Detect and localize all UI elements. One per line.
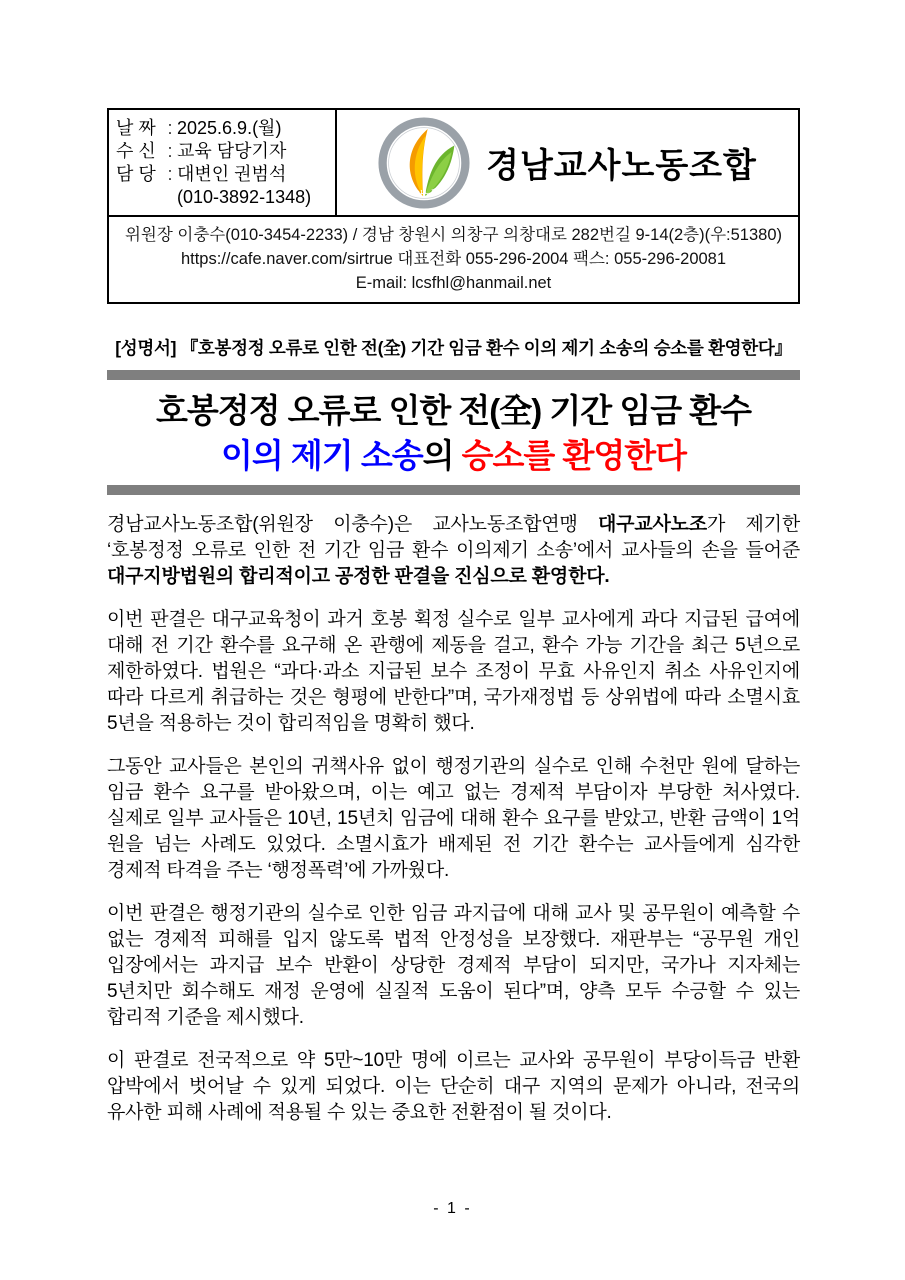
- contact-line-address: 위원장 이충수(010-3454-2233) / 경남 창원시 의창구 의창대로 282번길 9-14(2층)(우:51380): [124, 226, 782, 244]
- info-row-contact-person: [116, 163, 331, 186]
- paragraph-5: [107, 1048, 800, 1126]
- info-colon: :: [167, 118, 173, 138]
- text-segment: 그동안 교사들은 본인의 귀책사유 없이 행정기관의 실수로 인해 수천만 원에 달하는 임금 환수 요구를 받아왔으며, 이는 예고 없는 경제적 부담이자 부당한 처사였다. 실제로 일부 교사들은 10년, 15년치 임금에 대해 환수 요구를 받았고, 반환 금액이 1억 원을 넘는 사례도 있었다. 소멸시효가 배제된 전 기간 환수는 교사들에게 심각한 경제적 타격을 주는 ‘행정폭력’에 가까웠다.: [107, 756, 800, 881]
- org-brand-cell: [337, 110, 798, 215]
- paragraph-3: [107, 754, 800, 884]
- text-segment: 가 제기한 ‘호봉정정 오류로 인한 전 기간 임금 환수 이의제기 소송’에서 교사들의 손을 들어준: [107, 514, 800, 561]
- union-emblem-icon: [378, 117, 470, 209]
- divider-bar-top: [107, 370, 800, 380]
- text-segment: 승소를 환영한다: [453, 437, 686, 474]
- info-row-contact-phone: [116, 186, 331, 209]
- info-label: 날 짜: [116, 118, 156, 138]
- text-segment: 경남교사노동조합(위원장 이충수)은 교사노동조합연맹: [107, 514, 599, 535]
- info-value: 교육 담당기자: [177, 141, 287, 161]
- text-segment: 의: [422, 437, 454, 474]
- contact-line-email: E-mail: lcsfhl@hanmail.net: [355, 274, 552, 292]
- text-segment: 이 판결로 전국적으로 약 5만~10만 명에 이르는 교사와 공무원이 부당이득금 반환 압박에서 벗어날 수 있게 되었다. 이는 단순히 대구 지역의 문제가 아니라, 전국의 유사한 피해 사례에 적용될 수 있는 중요한 전환점이 될 것이다.: [107, 1050, 800, 1123]
- info-colon: :: [167, 141, 173, 161]
- statement-body: [107, 512, 800, 1126]
- text-segment: 대구지방법원의 합리적이고 공정한 판결을 진심으로 환영한다.: [107, 566, 610, 587]
- info-colon: :: [167, 164, 173, 184]
- text-segment: 이번 판결은 행정기관의 실수로 인한 임금 과지급에 대해 교사 및 공무원이 예측할 수 없는 경제적 피해를 입지 않도록 법적 안정성을 보장했다. 재판부는 “공무원 개인 입장에서는 과지급 보수 반환이 상당한 경제적 부담이 되지만, 국가나 지자체는 5년치만 회수해도 재정 운영에 실질적 도움이 된다”며, 양측 모두 수긍할 수 있는 합리적 기준을 제시했다.: [107, 903, 800, 1028]
- letterhead: [107, 108, 800, 304]
- statement-title-block: [107, 380, 800, 485]
- document-info-cell: [109, 110, 337, 215]
- info-row-recipient: [116, 140, 331, 163]
- paragraph-1: [107, 512, 800, 590]
- page-number: - 1 -: [433, 1200, 472, 1217]
- info-label: 수 신: [116, 141, 156, 161]
- info-value: 대변인 권범석: [177, 164, 287, 184]
- info-row-date: [116, 117, 331, 140]
- text-segment: 이번 판결은 대구교육청이 과거 호봉 획정 실수로 일부 교사에게 과다 지급된 급여에 대해 전 기간 환수를 요구해 온 관행에 제동을 걸고, 환수 가능 기간을 최근 5년으로 제한하였다. 법원은 “과다·과소 지급된 보수 조정이 무효 사유인지 취소 사유인지에 따라 다르게 취급하는 것은 형평에 반한다”며, 국가재정법 등 상위법에 따라 소멸시효 5년을 적용하는 것이 합리적임을 명확히 했다.: [107, 609, 800, 734]
- info-label: 담 당: [116, 164, 156, 184]
- text-segment: 대구교사노조: [598, 514, 707, 535]
- paragraph-2: [107, 607, 800, 737]
- info-value: (010-3892-1348): [177, 187, 312, 207]
- title-line-2: [107, 433, 800, 478]
- emblem-ring-text: 경남교사노동조합: [393, 175, 455, 199]
- statement-subtitle: [성명서] 『호봉정정 오류로 인한 전(全) 기간 임금 환수 이의 제기 소송의 승소를 환영한다』: [115, 338, 792, 358]
- org-name: 경남교사노동조합: [486, 147, 757, 185]
- divider-bar-bottom: [107, 485, 800, 495]
- contact-line-phone: https://cafe.naver.com/sirtrue 대표전화 055-296-2004 팩스: 055-296-20081: [180, 250, 727, 268]
- text-segment: 이의 제기 소송: [221, 437, 423, 474]
- info-value: 2025.6.9.(월): [177, 118, 282, 138]
- letterhead-top-row: [109, 110, 798, 215]
- contact-info-cell: [109, 215, 798, 302]
- title-line-1: 호봉정정 오류로 인한 전(全) 기간 임금 환수: [155, 392, 752, 429]
- paragraph-4: [107, 901, 800, 1031]
